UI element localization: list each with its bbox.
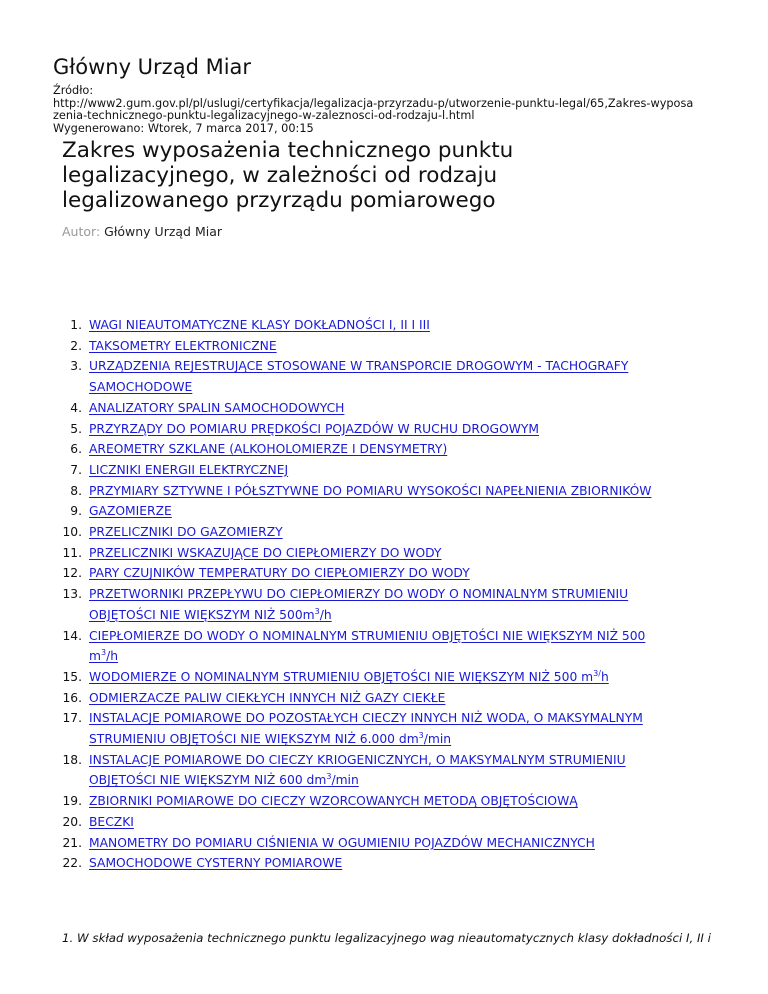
toc-link[interactable] bbox=[89, 794, 578, 808]
toc-item-number: 11. bbox=[62, 545, 82, 560]
toc-item bbox=[0, 626, 669, 667]
toc-link-text: AREOMETRY SZKLANE (ALKOHOLOMIERZE I DENSYMETRY) bbox=[89, 442, 448, 457]
toc-link[interactable] bbox=[89, 587, 628, 622]
toc-link[interactable] bbox=[89, 691, 445, 705]
toc-link-text: PRZYMIARY SZTYWNE I PÓŁSZTYWNE DO POMIARU WYSOKOŚCI NAPEŁNIENIA ZBIORNIKÓW bbox=[89, 483, 652, 498]
author-value: Główny Urząd Miar bbox=[104, 224, 223, 239]
source-url-line-2: zenia-technicznego-punktu-legalizacyjnego-w-zaleznosci-od-rodzaju-l.html bbox=[53, 109, 475, 122]
toc-item-number: 20. bbox=[62, 814, 82, 829]
toc-link[interactable] bbox=[89, 401, 344, 415]
toc-link[interactable] bbox=[89, 484, 651, 498]
toc-link-unit: /h bbox=[319, 607, 332, 622]
toc-item bbox=[0, 812, 669, 833]
toc-link[interactable] bbox=[89, 463, 288, 477]
toc-item-number: 1. bbox=[70, 318, 82, 332]
toc-item-number: 16. bbox=[62, 690, 82, 705]
generated-date: Wygenerowano: Wtorek, 7 marca 2017, 00:15 bbox=[53, 121, 314, 135]
toc-link-unit: /h bbox=[106, 649, 119, 664]
toc-link[interactable] bbox=[89, 629, 645, 664]
toc-link[interactable] bbox=[89, 422, 539, 436]
toc-link[interactable] bbox=[89, 359, 628, 394]
toc-item bbox=[0, 439, 669, 460]
article-paragraph: 1. W skład wyposażenia technicznego punktu legalizacyjnego wag nieautomatycznych klasy dokładności I, II i bbox=[62, 931, 711, 945]
toc-link[interactable] bbox=[89, 753, 626, 788]
toc-link[interactable] bbox=[89, 318, 430, 332]
toc-item-number: 3. bbox=[70, 359, 82, 374]
toc-item bbox=[0, 791, 669, 812]
toc-item-number: 5. bbox=[70, 421, 82, 436]
toc-link-superscript: 3/ bbox=[593, 668, 601, 678]
toc-link-text: PRZELICZNIKI DO GAZOMIERZY bbox=[89, 525, 283, 540]
toc-link[interactable] bbox=[89, 836, 595, 850]
toc-item bbox=[0, 501, 669, 522]
source-label: Źródło: bbox=[53, 84, 94, 97]
toc-link[interactable] bbox=[89, 856, 342, 870]
toc-item bbox=[0, 853, 669, 874]
toc-item bbox=[0, 481, 669, 502]
toc-link-superscript: 3 bbox=[326, 772, 332, 782]
toc-link[interactable] bbox=[89, 815, 134, 829]
toc-item bbox=[0, 336, 669, 357]
toc-item bbox=[0, 584, 669, 625]
toc-item-number: 10. bbox=[62, 525, 82, 540]
toc-item bbox=[0, 708, 669, 749]
toc-link[interactable] bbox=[89, 525, 283, 539]
table-of-contents bbox=[0, 315, 768, 874]
toc-item-number: 2. bbox=[70, 338, 82, 353]
toc-link-text: PRZETWORNIKI PRZEPŁYWU DO CIEPŁOMIERZY DO WODY O NOMINALNYM STRUMIENIU OBJĘTOŚCI NIE WIĘKSZYM NIŻ 500m bbox=[89, 587, 629, 622]
toc-item bbox=[0, 688, 669, 709]
toc-link-text: BECZKI bbox=[89, 814, 134, 829]
toc-item-number: 7. bbox=[70, 462, 82, 477]
toc-link-text: MANOMETRY DO POMIARU CIŚNIENIA W OGUMIENIU POJAZDÓW MECHANICZNYCH bbox=[89, 835, 595, 850]
toc-link-text: PRZYRZĄDY DO POMIARU PRĘDKOŚCI POJAZDÓW W RUCHU DROGOWYM bbox=[89, 421, 540, 436]
toc-item bbox=[0, 833, 669, 854]
toc-item bbox=[0, 460, 669, 481]
toc-item-number: 8. bbox=[70, 483, 82, 498]
toc-link[interactable] bbox=[89, 711, 643, 746]
toc-link-text: INSTALACJE POMIAROWE DO POZOSTAŁYCH CIECZY INNYCH NIŻ WODA, O MAKSYMALNYM STRUMIENIU OBJĘTOŚCI NIE WIĘKSZYM NIŻ 6.000 dm bbox=[89, 711, 643, 747]
toc-link-unit: h bbox=[600, 669, 609, 684]
toc-item bbox=[0, 315, 669, 336]
author-label: Autor: bbox=[62, 224, 101, 239]
toc-link-text: URZĄDZENIA REJESTRUJĄCE STOSOWANE W TRANSPORCIE DROGOWYM - TACHOGRAFY SAMOCHODOWE bbox=[89, 359, 629, 395]
toc-item bbox=[0, 750, 669, 791]
toc-item-number: 13. bbox=[62, 587, 82, 602]
toc-link-superscript: 3 bbox=[418, 730, 424, 740]
toc-link-text: ODMIERZACZE PALIW CIEKŁYCH INNYCH NIŻ GAZY CIEKŁE bbox=[89, 690, 446, 705]
toc-item bbox=[0, 563, 669, 584]
toc-link[interactable] bbox=[89, 339, 277, 353]
source-url-line-1: http://www2.gum.gov.pl/pl/uslugi/certyfikacja/legalizacja-przyrzadu-p/utworzenie-punktu-legal/65,Zakres-wyposa bbox=[53, 96, 694, 110]
toc-item-number: 15. bbox=[62, 669, 82, 684]
toc-item-number: 14. bbox=[62, 628, 82, 643]
toc-item-number: 6. bbox=[70, 442, 82, 457]
toc-item bbox=[0, 419, 669, 440]
toc-link-text: SAMOCHODOWE CYSTERNY POMIAROWE bbox=[89, 856, 343, 871]
toc-item-number: 17. bbox=[62, 711, 82, 726]
toc-link-text: INSTALACJE POMIAROWE DO CIECZY KRIOGENICZNYCH, O MAKSYMALNYM STRUMIENIU OBJĘTOŚCI NIE WIĘKSZYM NIŻ 600 dm bbox=[89, 752, 626, 788]
toc-item bbox=[0, 667, 669, 688]
toc-item-number: 21. bbox=[62, 835, 82, 850]
toc-item-number: 22. bbox=[62, 856, 82, 871]
toc-link-text: PRZELICZNIKI WSKAZUJĄCE DO CIEPŁOMIERZY DO WODY bbox=[89, 545, 442, 560]
toc-link[interactable] bbox=[89, 670, 609, 684]
toc-link[interactable] bbox=[89, 546, 441, 560]
toc-link-text: TAKSOMETRY ELEKTRONICZNE bbox=[89, 338, 277, 353]
source-meta bbox=[53, 85, 713, 135]
toc-link-superscript: 3 bbox=[314, 606, 320, 616]
toc-link-text: ZBIORNIKI POMIAROWE DO CIECZY WZORCOWANYCH METODĄ OBJĘTOŚCIOWĄ bbox=[89, 794, 578, 809]
toc-item-number: 4. bbox=[70, 400, 82, 415]
toc-link[interactable] bbox=[89, 504, 172, 518]
toc-link-text: ANALIZATORY SPALIN SAMOCHODOWYCH bbox=[89, 400, 345, 415]
toc-link-superscript: 3 bbox=[100, 648, 107, 658]
toc-item-number: 19. bbox=[62, 794, 82, 809]
toc-link[interactable] bbox=[89, 566, 470, 580]
toc-link[interactable] bbox=[89, 442, 447, 456]
page-title: Zakres wyposażenia technicznego punktu legalizacyjnego, w zależności od rodzaju legalizowanego przyrządu pomiarowego bbox=[62, 138, 514, 213]
toc-link-unit: /min bbox=[331, 773, 359, 788]
toc-item bbox=[0, 522, 669, 543]
toc-item-number: 18. bbox=[62, 752, 82, 767]
toc-link-text: GAZOMIERZE bbox=[89, 504, 172, 519]
toc-link-unit: /min bbox=[423, 732, 452, 747]
toc-item bbox=[0, 356, 669, 397]
toc-link-text: WAGI NIEAUTOMATYCZNE KLASY DOKŁADNOŚCI I, II I III bbox=[89, 318, 430, 332]
toc-item bbox=[0, 543, 669, 564]
toc-link-text: WODOMIERZE O NOMINALNYM STRUMIENIU OBJĘTOŚCI NIE WIĘKSZYM NIŻ 500 m bbox=[89, 669, 594, 684]
toc-link-text: LICZNIKI ENERGII ELEKTRYCZNEJ bbox=[89, 462, 289, 477]
toc-item-number: 9. bbox=[70, 504, 82, 519]
toc-item-number: 12. bbox=[62, 566, 82, 581]
toc-item bbox=[0, 398, 669, 419]
site-title: Główny Urząd Miar bbox=[53, 55, 252, 79]
toc-link-text: PARY CZUJNIKÓW TEMPERATURY DO CIEPŁOMIERZY DO WODY bbox=[89, 566, 470, 581]
toc-link-text: CIEPŁOMIERZE DO WODY O NOMINALNYM STRUMIENIU OBJĘTOŚCI NIE WIĘKSZYM NIŻ 500 m bbox=[89, 628, 646, 664]
author-line bbox=[62, 224, 222, 240]
